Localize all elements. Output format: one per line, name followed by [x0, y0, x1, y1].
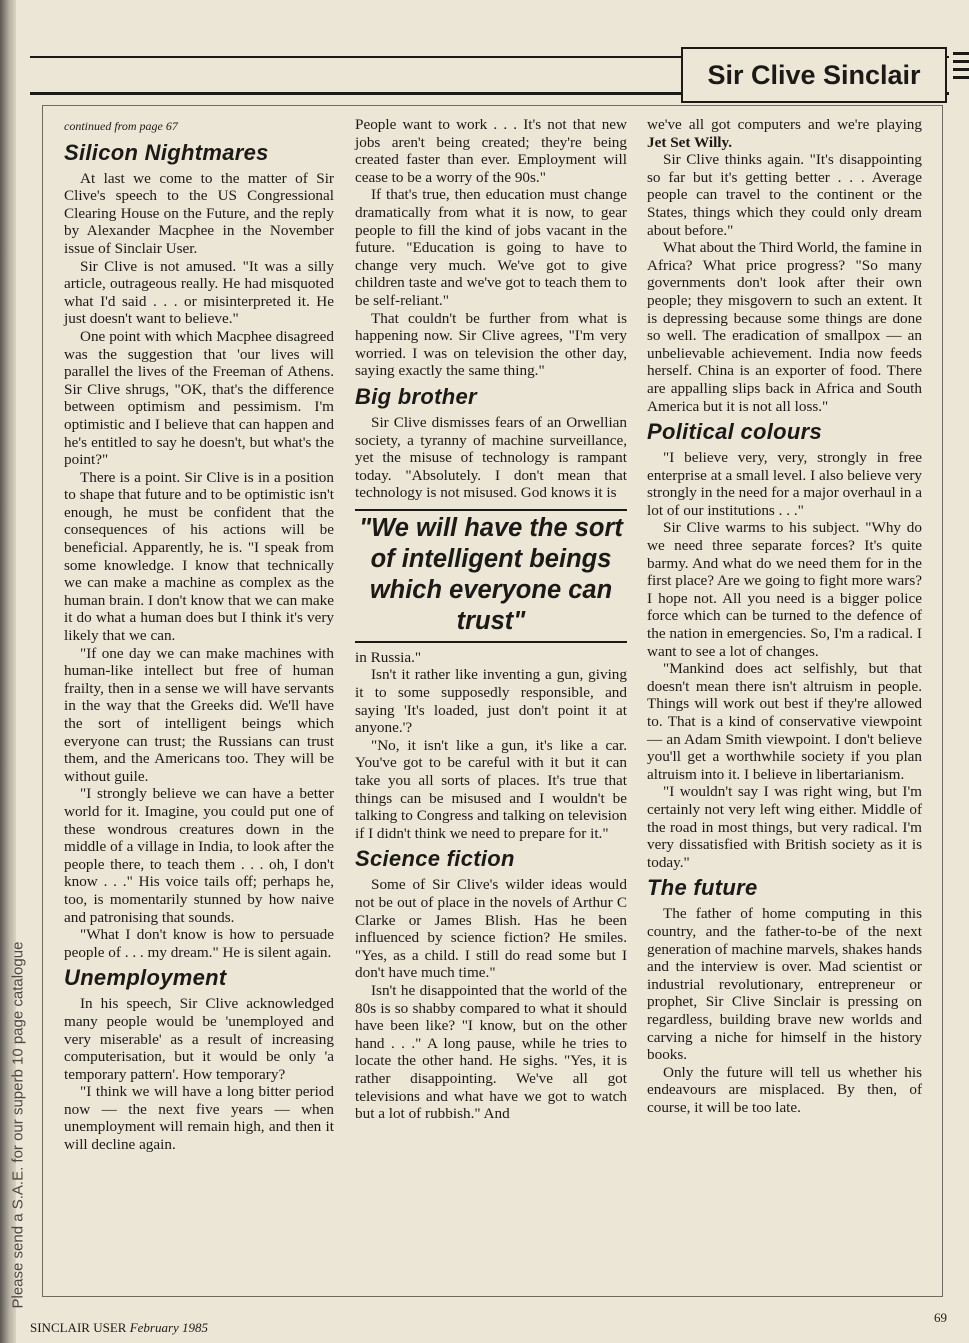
paragraph: "Mankind does act selfishly, but that doesn't mean there isn't altruism in people. Things will work out best if they're allowed to. That is a kind of conservative viewpoint — an Adam Smith viewpoint. I don't believe you'll get a worthwhile society if you plan altruism into it. I believe in libertarianism. — [647, 660, 922, 783]
heading-science-fiction: Science fiction — [355, 846, 515, 872]
paragraph: Sir Clive is not amused. "It was a silly article, outrageous really. He had misquoted what I'd said . . . or misinterpreted it. He just doesn't want to believe." — [64, 257, 334, 328]
paragraph: Sir Clive dismisses fears of an Orwellian society, a tyranny of machine surveillance, yet the misuse of technology is rampant today. "Absolutely. I don't mean that technology is not misused. God knows it is — [355, 413, 627, 502]
paragraph: Isn't it rather like inventing a gun, giving it to some supposedly responsible, and saying 'It's loaded, just don't point it at anyone.'? — [355, 666, 627, 737]
paragraph: in Russia." — [355, 648, 422, 666]
continued-note: continued from page 67 — [64, 119, 178, 133]
paragraph: That couldn't be further from what is happening now. Sir Clive agrees, "I'm very worried. I was on television the other day, saying exactly the same thing." — [355, 309, 627, 380]
paragraph: One point with which Macphee disagreed was the suggestion that 'our lives will parallel the lives of the Freeman of Athens. Sir Clive shrugs, "OK, that's the difference between optimism and pessimism. I'm optimistic and I believe that can happen and he's entitled to say he doesn't, but what's the point?" — [64, 327, 334, 469]
paragraph: People want to work . . . It's not that new jobs aren't being created; they're being created faster than ever. Employment will cease to be a worry of the 90s." — [355, 116, 627, 186]
column-3 — [647, 116, 922, 1116]
paragraph: What about the Third World, the famine in Africa? What price progress? "So many governments don't look after their own people; they misgovern to such an extent. It is depressing because some things are done so well. The eradication of smallpox — an unbelievable achievement. India now feeds herself. China is an exporter of food. There are appalling slips back in Africa and South America but it is not all loss." — [647, 239, 922, 415]
footer-date: February 1985 — [129, 1320, 209, 1335]
paragraph: In his speech, Sir Clive acknowledged many people would be 'unemployed and very miserable' as a result of increasing computerisation, but it would be only 'a temporary pattern'. How temporary? — [64, 995, 334, 1083]
paragraph: we've all got computers and we're playing Jet Set Willy. — [647, 116, 922, 151]
paragraph: If that's true, then education must change dramatically from what it is now, to gear people to fill the kind of jobs vacant in the future. "Education is going to have to change very much. We've got to give children taste and we've got to teach them to be self-reliant." — [355, 186, 627, 309]
paragraph: Isn't he disappointed that the world of the 80s is so shabby compared to what it should have been like? "I know, but on the other hand . . ." A long pause, while he tries to locate the other hand. He sighs. "Yes, it is rather disappointing. We've all got televisions and what have we got to watch but a lot of rubbish." And — [355, 981, 627, 1123]
page-number: 69 — [934, 1310, 947, 1325]
heading-the-future: The future — [647, 875, 758, 901]
heading-unemployment: Unemployment — [64, 965, 227, 991]
footer-magazine: SINCLAIR USER February 1985 — [30, 1320, 209, 1335]
heading-political-colours: Political colours — [647, 419, 823, 445]
paragraph: There is a point. Sir Clive is in a position to shape that future and to be optimistic isn't enough, he must be confident that the consequences of his actions will be beneficial. Apparently, he is. "I speak from some knowledge. I know that technically we can make a machine as complex as the human brain. I don't know that we can make it do what a human does but I think it's very likely that we can. — [64, 468, 334, 645]
section-title: Sir Clive Sinclair — [681, 47, 947, 103]
paragraph: Sir Clive warms to his subject. "Why do we need three separate forces? It's quite barmy. And what do we need them for in the first place? Are we going to fight more wars? I hope not. All you need is a bigger police force which can be turned to the defence of the nation in emergencies. So, I'm a radical. I want to see a lot of changes. — [647, 519, 922, 660]
game-title: Jet Set Willy. — [647, 133, 733, 151]
paragraph: Some of Sir Clive's wilder ideas would not be out of place in the novels of Arthur C Clarke or James Blish. Has he been influenced by science fiction? He smiles. "Yes, as a child. I still do read some but I don't have much time." — [355, 876, 627, 982]
paragraph: Only the future will tell us whether his endeavours are misplaced. By then, of course, it will be too late. — [647, 1063, 922, 1116]
spine-catalogue-text: Please send a S.A.E. for our superb 10 page catalogue — [9, 941, 27, 1309]
paragraph: "If one day we can make machines with human-like intellect but free of human frailty, then in a sense we will have servants in the way that the Greeks did. We'll have the sort of intelligent beings which everyone can trust; the Russians can trust them, and the Americans too. They will be without guile. — [64, 644, 334, 785]
pull-quote: "We will have the sort of intelligent beings which everyone can trust" — [355, 509, 627, 643]
paragraph: The father of home computing in this country, and the father-to-be of the next generation of machine marvels, shakes hands and the interview is over. Mad scientist or industrial revolutionary, entrepreneur or prophet, Sir Clive Sinclair is pressing on regardless, building brave new worlds and carving a niche for himself in the history books. — [647, 905, 922, 1064]
paragraph: "I think we will have a long bitter period now — the next five years — when unemployment will remain high, and then it will decline again. — [64, 1083, 334, 1154]
edge-tab-lines — [953, 52, 969, 92]
paragraph: "I believe very, very, strongly in free enterprise at a small level. I also believe very strongly in the need for a major overhaul in a lot of our institutions . . ." — [647, 449, 922, 519]
heading-big-brother: Big brother — [355, 383, 477, 409]
paragraph: Sir Clive thinks again. "It's disappointing so far but it's getting better . . . Average people can travel to the continent or the States, things which they could only dream about before." — [647, 151, 922, 239]
paragraph: "I wouldn't say I was right wing, but I'm certainly not very left wing either. Middle of the road in most things, but very radical. I'm very dissatisfied with British society as it is today." — [647, 783, 922, 871]
column-1 — [64, 116, 334, 1154]
paragraph: "I strongly believe we can have a better world for it. Imagine, you could put one of these wondrous creatures down in the middle of a village in India, to look after the people there, to teach them . . . oh, I don't know . . ." His voice tails off; perhaps he, too, is momentarily stunned by how naive and patronising that sounds. — [64, 785, 334, 926]
heading-silicon-nightmares: Silicon Nightmares — [64, 139, 269, 165]
paragraph: "No, it isn't like a gun, it's like a car. You've got to be careful with it but it can take you all sorts of places. It's true that things can be misused and I wouldn't be talking to Congress and talking on television if I didn't think we need to prepare for it." — [355, 736, 627, 842]
paragraph: "What I don't know is how to persuade people of . . . my dream." He is silent again. — [64, 926, 334, 961]
paragraph: At last we come to the matter of Sir Clive's speech to the US Congressional Clearing House on the Future, and the reply by Alexander Macphee in the November issue of Sinclair User. — [64, 169, 334, 257]
column-2 — [355, 116, 627, 1123]
